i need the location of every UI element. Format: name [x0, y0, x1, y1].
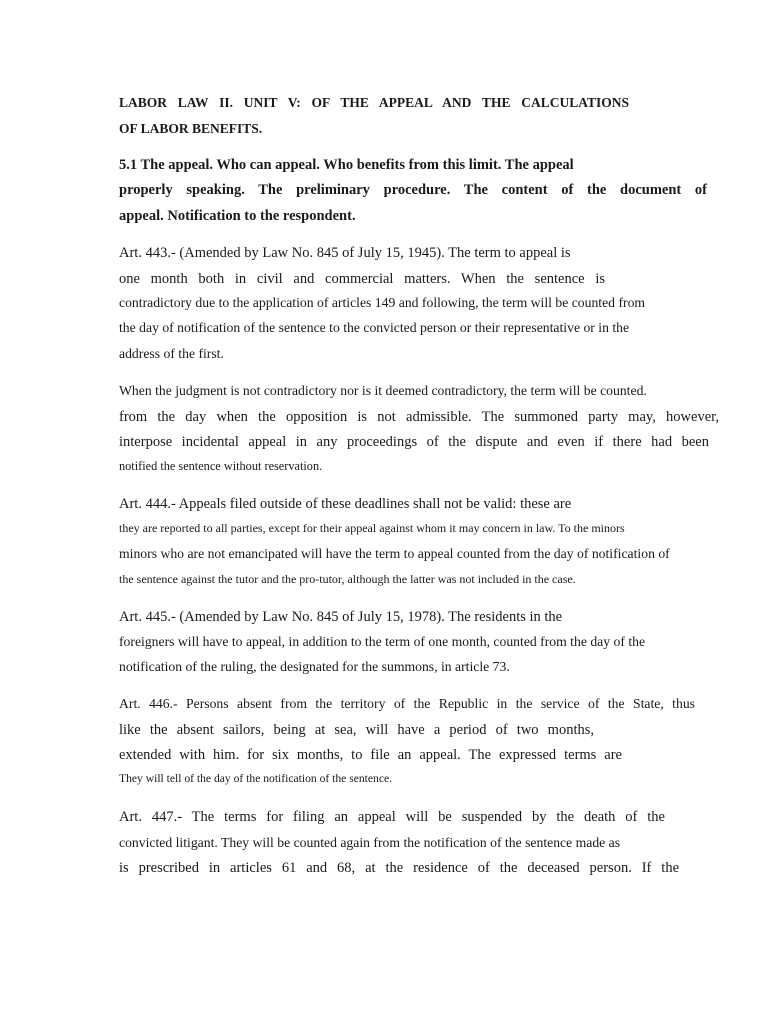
paragraph-line: Art. 444.- Appeals filed outside of these deadlines shall not be valid: these are [119, 496, 572, 512]
paragraph-line: interpose incidental appeal in any proceedings of the dispute and even if there had been [119, 434, 709, 450]
paragraph-line: is prescribed in articles 61 and 68, at the residence of the deceased person. If the [119, 860, 679, 876]
paragraph-line: foreigners will have to appeal, in addition to the term of one month, counted from the day of the [119, 634, 646, 649]
paragraph-line: contradictory due to the application of articles 149 and following, the term will be counted from [119, 295, 646, 310]
paragraph-line: the sentence against the tutor and the pro-tutor, although the latter was not included in the case. [119, 572, 576, 586]
paragraph-line: They will tell of the day of the notification of the sentence. [119, 772, 393, 785]
paragraph-line: they are reported to all parties, except for their appeal against whom it may concern in law. To the minors [119, 521, 625, 535]
paragraph-line: notified the sentence without reservation. [119, 459, 323, 473]
paragraph-line: Art. 447.- The terms for filing an appeal will be suspended by the death of the [119, 809, 665, 825]
title-line: LABOR LAW II. UNIT V: OF THE APPEAL AND THE CALCULATIONS [119, 95, 629, 110]
paragraph-line: minors who are not emancipated will have the term to appeal counted from the day of notification of [119, 546, 670, 561]
paragraph-line: convicted litigant. They will be counted again from the notification of the sentence made as [119, 835, 621, 850]
paragraph-line: Art. 443.- (Amended by Law No. 845 of July 15, 1945). The term to appeal is [119, 245, 571, 261]
section-heading-line: 5.1 The appeal. Who can appeal. Who benefits from this limit. The appeal [119, 157, 574, 173]
paragraph-line: from the day when the opposition is not admissible. The summoned party may, however, [119, 409, 719, 425]
paragraph-line: extended with him. for six months, to file an appeal. The expressed terms are [119, 747, 622, 763]
paragraph-line: address of the first. [119, 346, 224, 361]
paragraph-line: the day of notification of the sentence to the convicted person or their representative or in the [119, 320, 630, 335]
paragraph-line: Art. 445.- (Amended by Law No. 845 of July 15, 1978). The residents in the [119, 609, 563, 625]
title-line: OF LABOR BENEFITS. [119, 121, 263, 136]
paragraph-line: notification of the ruling, the designated for the summons, in article 73. [119, 659, 510, 674]
paragraph-line: like the absent sailors, being at sea, will have a period of two months, [119, 722, 594, 738]
section-heading-line: appeal. Notification to the respondent. [119, 208, 356, 224]
paragraph-line: Art. 446.- Persons absent from the territory of the Republic in the service of the State, thus [119, 696, 695, 711]
paragraph-line: one month both in civil and commercial matters. When the sentence is [119, 271, 605, 287]
section-heading-line: properly speaking. The preliminary procedure. The content of the document of [119, 182, 707, 198]
paragraph-line: When the judgment is not contradictory nor is it deemed contradictory, the term will be counted. [119, 383, 647, 398]
